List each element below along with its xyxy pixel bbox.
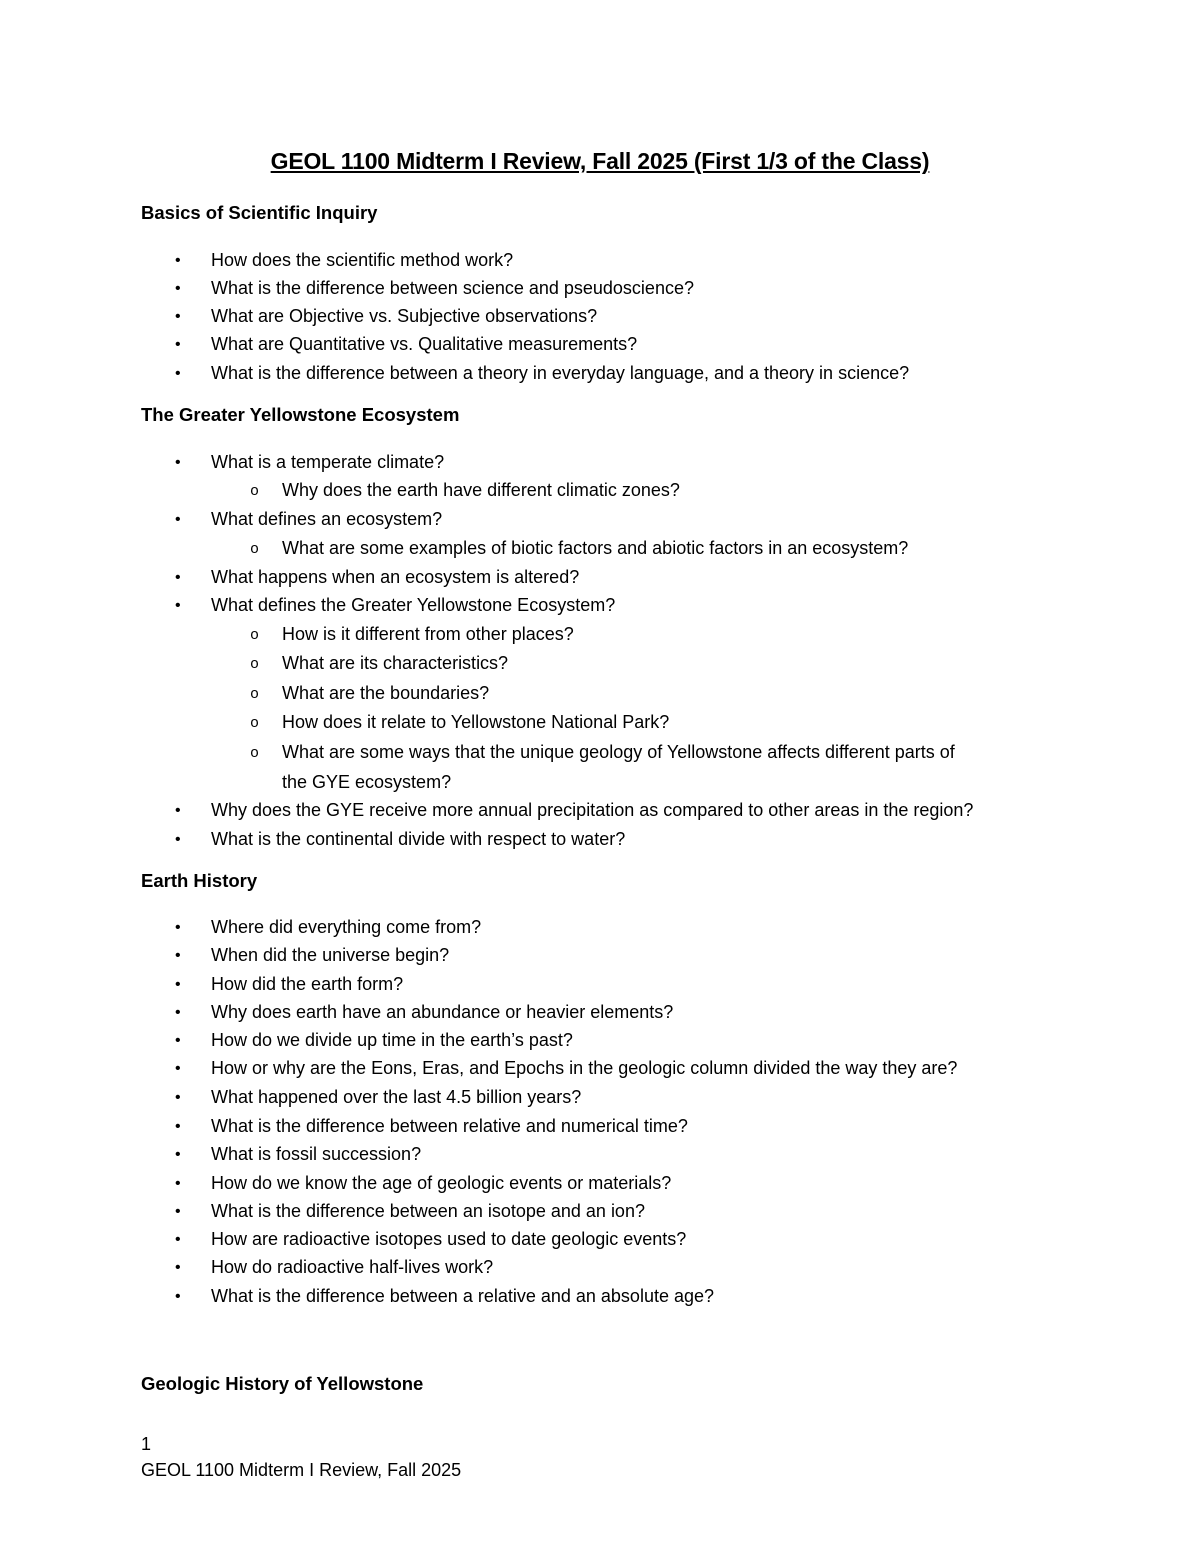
- bullet-icon: •: [175, 1288, 181, 1305]
- sub-bullet-icon: o: [250, 745, 260, 762]
- bullet-icon: •: [175, 365, 181, 382]
- bullet-icon: •: [175, 947, 181, 964]
- bullet-icon: •: [175, 252, 181, 269]
- sub-bullet-icon: o: [250, 483, 260, 500]
- bullet-icon: •: [175, 1259, 181, 1276]
- sub-bullet-icon: o: [250, 656, 260, 673]
- bullet-icon: •: [175, 802, 181, 819]
- bullet-icon: •: [175, 597, 181, 614]
- bullet-icon: •: [175, 1118, 181, 1135]
- sub-bullet-icon: o: [250, 715, 260, 732]
- bullet-icon: •: [175, 569, 181, 586]
- sub-bullet-icon: o: [250, 686, 260, 703]
- bullet-icon: •: [175, 336, 181, 353]
- bullet-icon: •: [175, 1004, 181, 1021]
- bullet-icon: •: [175, 831, 181, 848]
- document-title: GEOL 1100 Midterm I Review, Fall 2025 (First 1/3 of the Class): [270, 148, 930, 174]
- bullet-icon: •: [175, 1032, 181, 1049]
- bullet-icon: •: [175, 919, 181, 936]
- bullet-icon: •: [175, 1231, 181, 1248]
- sub-bullet-icon: o: [250, 541, 260, 558]
- section-heading: Earth History: [141, 870, 258, 891]
- sub-bullet-icon: o: [250, 627, 260, 644]
- bullet-icon: •: [175, 1146, 181, 1163]
- page-number: 1: [141, 1434, 152, 1454]
- section-heading: The Greater Yellowstone Ecosystem: [141, 404, 460, 425]
- document-page: GEOL 1100 Midterm I Review, Fall 2025 (First 1/3 of the Class) Basics of Scientific Inquiry • How does the scientific method work? • What is the difference between science and pseudoscience? • What are Objective vs. Subjective observations? • What are Quantitative vs. Qualitative measurements? • What is the difference between a theory in everyday language, and a theory in science? The Greater Yellowstone Ecosystem • What is a temperate climate? o Why does the earth have different climatic zones? • What defines an ecosystem? o What are some examples of biotic factors and abiotic factors in an ecosystem? • What happens when an ecosystem is altered? • What defines the Greater Yellowstone Ecosystem? o How is it different from other places? o What are its characteristics? o What are the boundaries? o How does it relate to Yellowstone National Park? o What are some ways that the unique geology of Yellowstone affects different parts of the GYE ecosystem? • Why does the GYE receive more annual precipitation as compared to other areas in the region? • What is the continental divide with respect to water? Earth History • Where did everything come from? • When did the universe begin? • How did the earth form? • Why does earth have an abundance or heavier elements? • How do we divide up time in the earth’s past? • How or why are the Eons, Eras, and Epochs in the geologic column divided the way they are? • What happened over the last 4.5 billion years? • What is the difference between relative and numerical time? • What is fossil succession? • How do we know the age of geologic events or materials? • What is the difference between an isotope and an ion? • How are radioactive isotopes used to date geologic events? • How do radioactive half-lives work? • What is the difference between a relative and an absolute age? Geologic History of Yellowstone 1 GEOL 1100 Midterm I Review, Fall 2025: [0, 0, 1200, 1553]
- bullet-icon: •: [175, 454, 181, 471]
- bullet-icon: •: [175, 280, 181, 297]
- bullet-icon: •: [175, 1060, 181, 1077]
- bullet-icon: •: [175, 976, 181, 993]
- bullet-icon: •: [175, 511, 181, 528]
- sub-list-item-continuation: the GYE ecosystem?: [282, 772, 452, 792]
- section-heading: Geologic History of Yellowstone: [141, 1373, 424, 1394]
- bullet-icon: •: [175, 308, 181, 325]
- bullet-icon: •: [175, 1175, 181, 1192]
- section-heading: Basics of Scientific Inquiry: [141, 202, 378, 223]
- bullet-icon: •: [175, 1089, 181, 1106]
- footer-text: GEOL 1100 Midterm I Review, Fall 2025: [141, 1460, 462, 1480]
- bullet-icon: •: [175, 1203, 181, 1220]
